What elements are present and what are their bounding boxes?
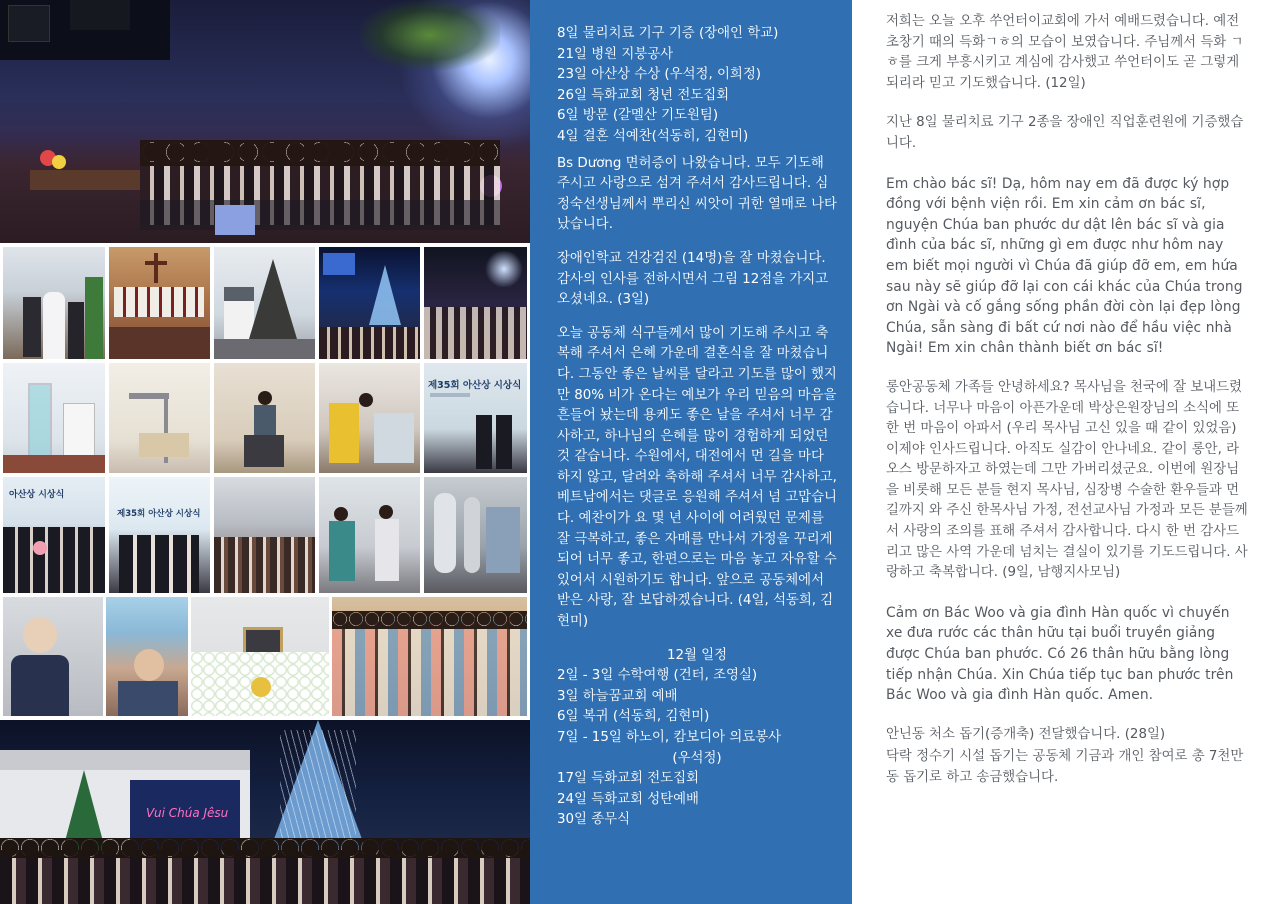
annex-support-paragraph: 안닌동 처소 돕기(증개축) 전달했습니다. (28일) [886,726,1166,742]
list-item: (우석정) [672,750,722,766]
photo-christmas-stage [319,247,420,359]
award-sign-text: 제35회 아산상 시상식 [428,380,522,391]
december-schedule-list [557,666,837,831]
blue-column-content [557,24,837,831]
worship-visit-paragraph: 저희는 오늘 오후 쑤언터이교회에 가서 예배드렸습니다. 예전 초창기 때의 득화ㄱㅎ의 모습이 보였습니다. 주님께서 득화 ㄱㅎ를 크게 부흥시키고 계심에 감사했고 쑤언터이도 곧 그렇게 되리라 믿고 기도했습니다. (12일) [886,14,1244,91]
condolence-paragraph: 롱안공동체 가족들 안녕하세요? 목사님을 천국에 잘 보내드렸습니다. 너무나 마음이 아픈가운데 박상은원장님의 소식에 또 한 번 마음이 아파서 (우리 목사님 고신 있을 때 같이 있었음) 이제야 인사드립니다. 아직도 실감이 안나네요. 같이 롱안, 라오스 방문하자고 하였는데 그만 가버리셨군요. 이번에 원장님을 비롯해 모든 분들 현지 목사님, 심장병 수술한 환우들과 먼길까지 와 주신 한목사님 가정, 전선교사님 가정과 모든 분들께서 사랑의 조의를 표해 주셔서 감사합니다. 다시 한 번 감사드리고 많은 사역 가운데 넘치는 결실이 있기를 기도드립니다. 사랑하고 축복합니다. (9일, 남행지사모님) [886,379,1248,581]
list-item: 24일 득화교회 성탄예배 [557,791,699,807]
photo-elder-eating [106,597,188,716]
list-item: 3일 하늘꿈교회 예배 [557,688,678,704]
list-item: 30일 종무식 [557,812,631,828]
list-item: 26일 득화교회 청년 전도집회 [557,87,730,103]
photo-elder-speaking [3,597,103,716]
photo-award-stage [424,363,527,473]
list-item: 17일 득화교회 전도집회 [557,771,699,787]
photo-church-tree [214,247,315,359]
wedding-paragraph: 오늘 공동체 식구들께서 많이 기도해 주시고 축복해 주셔서 은혜 가운데 결혼식을 잘 마쳤습니다. 그동안 좋은 날씨를 달라고 기도를 많이 했지만 80% 비가 온다는 예보가 우리 믿음의 마음을 흔들어 놨는데 용케도 좋은 날을 주셔서 너무 감사하고, 하나님의 은혜를 많이 경험하게 되었던 것 같습니다. 수원에서, 대전에서 먼 길을 마다 하지 않고, 달려와 축하해 주셔서 너무 감사하고, 베트남에서는 댓글로 응원해 주셔서 넘 고맙습니다. 예찬이가 요 몇 년 사이에 어려웠던 문제를 잘 극복하고, 좋은 자매를 만나서 가정을 꾸리게 되어 너무 좋고, 한편으로는 마음 놓고 자유할 수 있어서 시원하기도 합니다. 앞으로 공동체에서 받은 사랑, 잘 보답하겠습니다. (4일, 석동희, 김현미) [557,325,837,630]
photo-exercise-machine [214,363,315,473]
photo-collage [0,0,530,904]
list-item: 7일 - 15일 하노이, 캄보디아 의료봉사 [557,730,782,745]
vietnamese-evangelism-paragraph: Cảm ơn Bác Woo và gia đình Hàn quốc vì chuyến xe đưa rước các thân hữu tại buổi truyền giảng được Chúa ban phước. Có 26 thân hữu bằng lòng tiếp nhận Chúa. Xin Chúa tiếp tục ban phước trên Bác Woo và gia đình Hàn quốc. Amen. [886,604,1234,704]
photo-night-concert [0,0,530,243]
list-item: 8일 물리치료 기구 기증 (장애인 학교) [557,26,779,41]
right-news-column [886,12,1248,808]
photo-award-group [3,477,105,593]
photo-treatment-session [319,363,420,473]
photo-funeral-flowers [191,597,329,716]
photo-award-ceremony [109,477,210,593]
schedule-title: 12월 일정 [666,647,728,663]
november-event-list [557,24,837,148]
photo-wedding [3,247,105,359]
list-item: 23일 아산상 수상 (우석정, 이희정) [557,67,761,83]
list-item: 6일 방문 (갈멜산 기도원팀) [557,108,719,124]
license-paragraph: Bs Dương 면허증이 나왔습니다. 모두 기도해 주시고 사랑으로 섬겨 주셔서 감사드립니다. 심정숙선생님께서 뿌리신 씨앗이 귀한 열매로 나타났습니다. [557,155,837,233]
photo-choir-church [109,247,210,359]
photo-therapy-room [109,363,210,473]
photo-clinic-room [3,363,105,473]
water-purifier-paragraph: 닥락 정수기 시설 돕기는 공동체 기금과 개인 참여로 총 7천만동 돕기로 하고 송금했습니다. [886,749,1244,785]
photo-water-purifier [424,477,527,593]
photo-handshake [319,477,420,593]
list-item: 21일 병원 지붕공사 [557,46,674,62]
photo-christmas-night [0,720,530,904]
donation-paragraph: 지난 8일 물리치료 기구 2종을 장애인 직업훈련원에 기증했습니다. [886,115,1244,151]
photo-night-audience [424,247,527,359]
photo-group-portrait [332,597,527,716]
health-check-paragraph: 장애인학교 건강검진 (14명)을 잘 마쳤습니다. 감사의 인사를 전하시면서 그림 12점을 가지고 오셨네요. (3일) [557,250,829,308]
award-sign-center: 제35회 아산상 시상식 [117,509,201,519]
award-sign-left: 아산상 시상식 [9,490,65,500]
list-item: 2일 - 3일 수학여행 (건터, 조영실) [557,668,758,684]
list-item: 4일 결혼 석예찬(석동히, 김현미) [557,128,749,144]
list-item: 6일 복귀 (석동희, 김현미) [557,709,710,725]
neon-sign-text: Vui Chúa Jêsu [146,806,229,820]
vietnamese-thanks-paragraph: Em chào bác sĩ! Dạ, hôm nay em đã được ký hợp đồng với bệnh viện rồi. Em xin cảm ơn bác sĩ, nguyện Chúa ban phước dư dật lên bác sĩ và gia đình của bác sĩ, những gì em được như hôm nay em biết mọi người vì Chúa đã giúp đỡ em, em hứa sau này sẽ giúp đỡ lại con cái khác của Chúa trong ơn Ngài và cố gắng sống phần đời còn lại đẹp lòng Chúa, sẵn sàng đi bất cứ nơi nào để hầu việc nhà Ngài! Em xin chân thành biết ơn bác sĩ! [886,175,1243,357]
blue-news-column [530,0,852,904]
photo-church-service [214,477,315,593]
